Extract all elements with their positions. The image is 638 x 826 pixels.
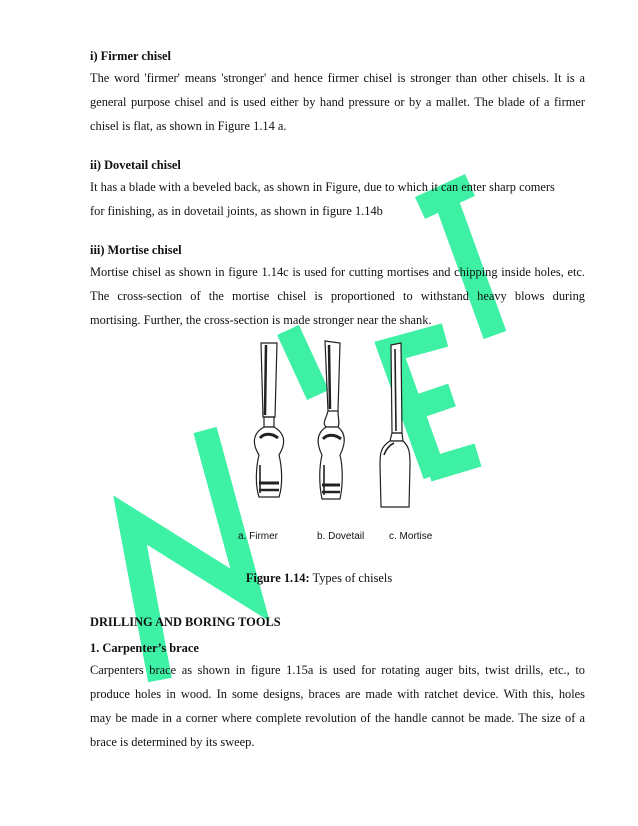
paragraph-line: may be made in a corner where complete revolution of the handle cannot be made. The size of a [90, 711, 585, 725]
section-heading: iii) Mortise chisel [90, 243, 182, 257]
figure-caption [0, 571, 638, 586]
chisels-illustration [230, 335, 450, 525]
section-drilling-boring [90, 614, 585, 754]
section-mortise-chisel [90, 242, 585, 332]
section-heading: DRILLING AND BORING TOOLS [90, 615, 281, 629]
paragraph-line: The word 'firmer' means 'stronger' and hence firmer chisel is stronger than other chisels. It is a [90, 71, 585, 85]
figure-label-b: b. Dovetail [317, 531, 365, 542]
figure-caption-number: Figure 1.14: [245, 571, 310, 585]
paragraph-line: for finishing, as in dovetail joints, as shown in figure 1.14b [90, 204, 383, 218]
paragraph-line: general purpose chisel and is used either by hand pressure or by a mallet. The blade of a firmer [90, 95, 585, 109]
section-heading: i) Firmer chisel [90, 49, 171, 63]
paragraph-line: Mortise chisel as shown in figure 1.14c is used for cutting mortises and chipping inside holes, etc. [90, 265, 585, 279]
figure-label-a: a. Firmer [238, 531, 278, 542]
section-firmer-chisel [90, 48, 585, 138]
paragraph-line: produce holes in wood. In some designs, braces are made with ratchet device. With this, holes [90, 687, 585, 701]
figure-caption-text: Types of chisels [309, 571, 393, 585]
paragraph-line: Carpenters brace as shown in figure 1.15a is used for rotating auger bits, twist drills, etc., to [90, 663, 585, 677]
firmer-chisel-drawing [254, 343, 283, 497]
paragraph-line: It has a blade with a beveled back, as shown in Figure, due to which it can enter sharp comers [90, 180, 555, 194]
section-dovetail-chisel [90, 157, 585, 223]
paragraph-line: chisel is flat, as shown in Figure 1.14 a. [90, 119, 287, 133]
paragraph-line: brace is determined by its sweep. [90, 735, 255, 749]
paragraph-line: mortising. Further, the cross-section is made stronger near the shank. [90, 313, 432, 327]
section-heading: ii) Dovetail chisel [90, 158, 181, 172]
figure-label-c: c. Mortise [389, 531, 433, 542]
dovetail-chisel-drawing [318, 341, 344, 499]
paragraph-line: The cross-section of the mortise chisel is proportioned to withstand heavy blows during [90, 289, 585, 303]
section-subheading: 1. Carpenter’s brace [90, 641, 199, 655]
mortise-chisel-drawing [380, 343, 410, 507]
